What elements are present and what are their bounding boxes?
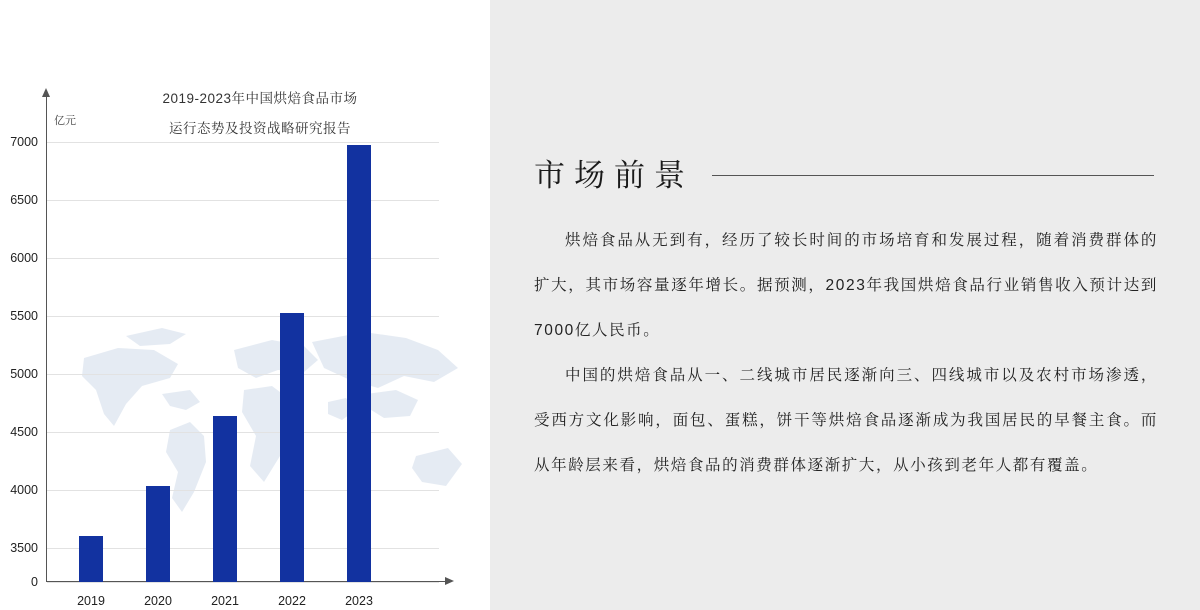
y-tick-label: 5500 — [10, 309, 38, 323]
body-text — [534, 218, 1158, 488]
gridline — [47, 582, 439, 583]
x-tick-label-2020: 2020 — [144, 594, 172, 608]
bar-2023[interactable] — [347, 145, 371, 582]
bar-2019[interactable] — [79, 536, 103, 582]
y-tick-label: 6000 — [10, 251, 38, 265]
chart-title-line2: 运行态势及投资战略研究报告 — [169, 121, 351, 136]
gridline — [47, 432, 439, 433]
section-header — [534, 150, 1154, 195]
y-axis-unit-label: 亿元 — [54, 115, 76, 127]
y-tick-label: 6500 — [10, 193, 38, 207]
gridline — [47, 374, 439, 375]
gridline — [47, 142, 439, 143]
y-tick-label: 3500 — [10, 541, 38, 555]
gridline — [47, 548, 439, 549]
gridline — [47, 258, 439, 259]
gridline — [47, 490, 439, 491]
bar-2021[interactable] — [213, 416, 237, 582]
y-axis — [46, 96, 47, 582]
bar-2022[interactable] — [280, 313, 304, 582]
title-divider — [712, 175, 1154, 176]
section-title: 市场前景 — [534, 158, 694, 193]
y-tick-label: 0 — [31, 575, 38, 589]
y-tick-label: 7000 — [10, 135, 38, 149]
x-tick-label-2022: 2022 — [278, 594, 306, 608]
chart-plot-area — [10, 96, 446, 608]
bar-2020[interactable] — [146, 486, 170, 582]
x-tick-label-2021: 2021 — [211, 594, 239, 608]
y-tick-label: 4000 — [10, 483, 38, 497]
paragraph-2: 中国的烘焙食品从一、二线城市居民逐渐向三、四线城市以及农村市场渗透，受西方文化影响，面包、蛋糕，饼干等烘焙食品逐渐成为我国居民的早餐主食。而从年龄层来看，烘焙食品的消费群体逐渐扩大，从小孩到老年人都有覆盖。 — [534, 367, 1158, 474]
chart-title-line1: 2019-2023年中国烘焙食品市场 — [162, 91, 358, 106]
text-pane — [490, 0, 1200, 610]
y-tick-label: 4500 — [10, 425, 38, 439]
world-map-watermark — [66, 306, 486, 546]
chart-pane — [0, 0, 490, 610]
y-tick-label: 5000 — [10, 367, 38, 381]
gridline — [47, 200, 439, 201]
x-tick-label-2023: 2023 — [345, 594, 373, 608]
gridline — [47, 316, 439, 317]
paragraph-1: 烘焙食品从无到有，经历了较长时间的市场培育和发展过程，随着消费群体的扩大，其市场容量逐年增长。据预测，2023年我国烘焙食品行业销售收入预计达到7000亿人民币。 — [534, 232, 1158, 339]
x-tick-label-2019: 2019 — [77, 594, 105, 608]
